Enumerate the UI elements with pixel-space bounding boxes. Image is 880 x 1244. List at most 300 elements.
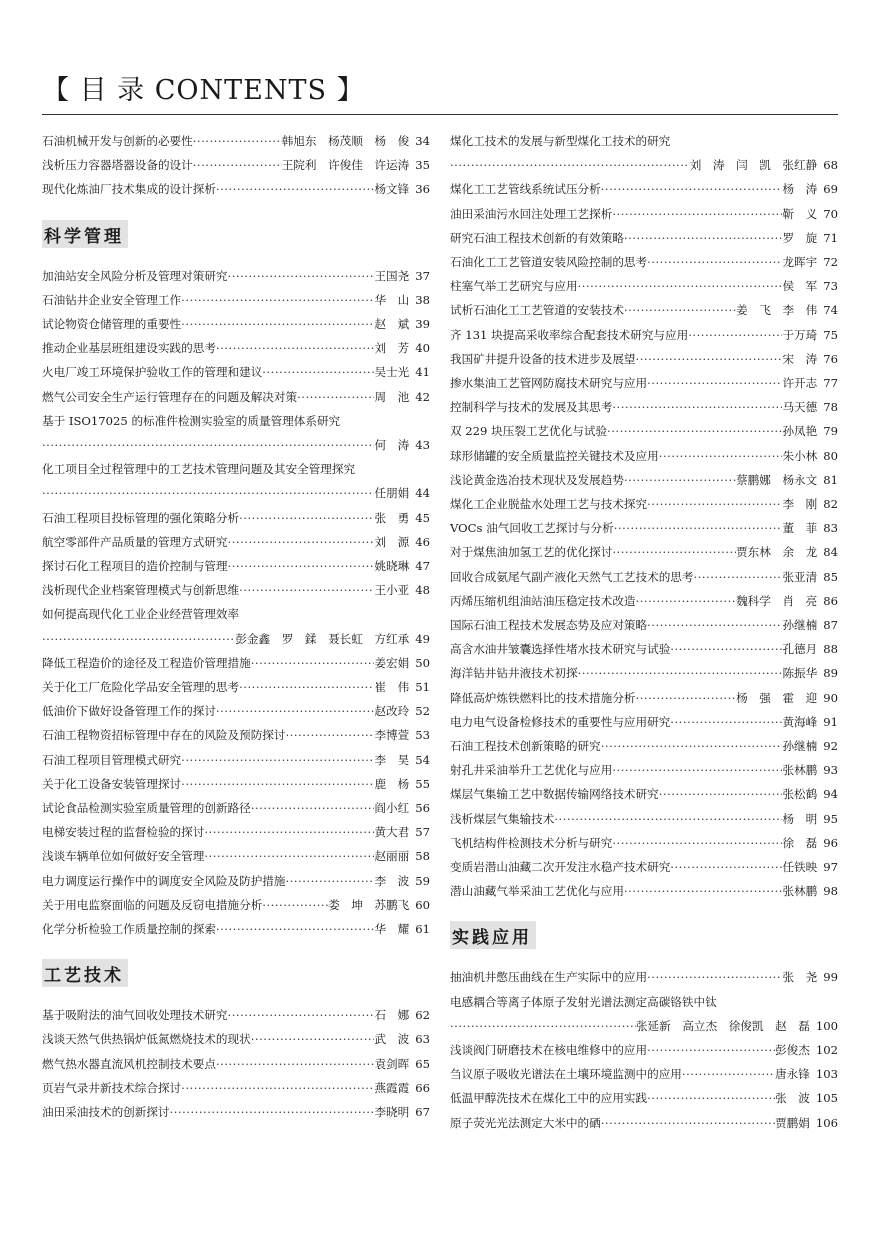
toc-entry — [42, 800, 430, 824]
entry-line — [450, 835, 838, 851]
leader-dots — [181, 1080, 374, 1096]
entry-authors: 董 菲 — [782, 521, 818, 536]
entry-authors: 张亚清 — [782, 569, 818, 584]
entry-page-number: 45 — [415, 510, 430, 525]
toc-entry — [42, 582, 430, 606]
entry-page-number: 92 — [823, 739, 838, 753]
entry-byline — [636, 1018, 838, 1034]
entry-authors: 魏科学 肖 亮 — [736, 593, 818, 608]
entry-authors: 刘 芳 — [374, 341, 410, 356]
entry-authors: 何 涛 — [374, 437, 410, 452]
entry-byline — [374, 1007, 430, 1023]
leader-dots — [647, 1042, 775, 1058]
toc-entry — [42, 340, 430, 364]
leader-dots — [193, 133, 282, 149]
entry-line — [450, 472, 838, 488]
entry-byline — [782, 448, 838, 464]
entry-byline — [374, 582, 430, 598]
entry-page-number: 49 — [415, 631, 430, 646]
entry-title: 降低高炉炼铁燃料比的技术措施分析 — [450, 690, 636, 705]
leader-dots — [601, 181, 783, 197]
entry-title: 石油机械开发与创新的必要性 — [42, 134, 193, 148]
leader-dots — [647, 1090, 775, 1106]
entry-authors: 唐永锋 — [775, 1067, 810, 1082]
entry-authors: 任铁映 — [782, 860, 818, 874]
leader-dots — [682, 1066, 775, 1082]
entry-authors: 杨 明 — [782, 811, 818, 826]
leader-dots — [612, 544, 736, 560]
entry-byline — [374, 485, 430, 501]
entry-title: 低温甲醇洗技术在煤化工中的应用实践 — [450, 1091, 648, 1106]
leader-dots — [239, 510, 374, 526]
entry-line — [450, 351, 838, 367]
toc-entry — [450, 593, 838, 617]
entry-authors: 王国尧 — [374, 268, 410, 283]
leader-dots — [216, 340, 375, 356]
entry-line — [450, 1018, 838, 1034]
entry-title: 电感耦合等离子体原子发射光谱法测定高碳铬铁中钛 — [450, 994, 717, 1009]
entry-page-number: 58 — [415, 849, 430, 864]
entry-line — [42, 1080, 430, 1096]
toc-entry — [450, 690, 838, 714]
toc-entry — [450, 520, 838, 544]
entry-title: 煤化工企业脱盐水处理工艺与技术探究 — [450, 497, 648, 511]
entry-line — [42, 679, 430, 695]
entry-byline — [782, 206, 838, 222]
entry-page-number: 106 — [815, 1115, 838, 1130]
toc-entry — [450, 811, 838, 835]
entry-title: 试论食品检测实验室质量管理的创新路径 — [42, 801, 251, 815]
entry-title: 原子荧光光法测定大米中的硒 — [450, 1115, 601, 1130]
entry-title: 燃气热水器直流风机控制技术要点 — [42, 1056, 216, 1071]
entry-line — [42, 897, 430, 913]
entry-page-number: 94 — [823, 787, 838, 802]
toc-entry — [42, 157, 430, 181]
entry-title: 火电厂竣工环境保护验收工作的管理和建议 — [42, 365, 263, 380]
leader-dots — [170, 1104, 375, 1120]
contents-title: 【 目 录 CONTENTS 】 — [42, 75, 365, 106]
entry-title: 航空零部件产品质量的管理方式研究 — [42, 534, 228, 549]
entry-page-number: 68 — [823, 158, 838, 173]
entry-byline — [374, 703, 430, 719]
entry-line — [42, 268, 430, 284]
entry-line — [42, 800, 430, 816]
entry-byline — [374, 510, 430, 526]
entry-byline — [736, 302, 838, 318]
entry-authors: 华 山 — [374, 292, 410, 307]
entry-byline — [374, 824, 430, 840]
leader-dots — [647, 375, 782, 391]
entry-page-number: 67 — [415, 1105, 430, 1119]
toc-entry — [42, 873, 430, 897]
entry-page-number: 70 — [823, 206, 838, 221]
entry-title: 控制科学与技术的发展及其思考 — [450, 400, 613, 415]
entry-title: 油田采油技术的创新探讨 — [42, 1105, 170, 1119]
leader-dots — [612, 762, 782, 778]
entry-line — [450, 641, 838, 657]
entry-authors: 孙继楠 — [782, 739, 818, 753]
entry-byline — [775, 1115, 838, 1131]
toc-entry — [450, 1066, 838, 1090]
entry-byline — [782, 278, 838, 294]
toc-entry — [42, 897, 430, 921]
leader-dots — [262, 364, 374, 380]
leader-dots — [647, 496, 782, 512]
toc-entry — [450, 1115, 838, 1139]
entry-page-number: 98 — [823, 884, 838, 899]
toc-entry — [42, 679, 430, 703]
toc-entry — [450, 969, 838, 993]
leader-dots — [636, 351, 783, 367]
entry-page-number: 79 — [823, 424, 838, 439]
entry-byline — [374, 921, 430, 937]
entry-authors: 张 尧 — [782, 970, 818, 985]
leader-dots — [297, 389, 374, 405]
entry-title: 变质岩潜山油藏二次开发注水稳产技术研究 — [450, 860, 671, 874]
entry-line — [450, 1115, 838, 1131]
toc-entry — [450, 738, 838, 762]
entry-line — [42, 776, 430, 792]
entry-page-number: 38 — [415, 292, 430, 307]
toc-entry — [42, 558, 430, 582]
entry-page-number: 59 — [415, 873, 430, 888]
entry-page-number: 97 — [823, 860, 838, 874]
entry-line — [42, 389, 430, 405]
entry-authors: 李 昊 — [374, 752, 410, 767]
entry-title: 煤化工技术的发展与新型煤化工技术的研究 — [450, 134, 671, 148]
entry-byline — [374, 679, 430, 695]
leader-dots — [688, 327, 782, 343]
entry-authors: 罗 旋 — [782, 230, 818, 245]
toc-entry — [450, 181, 838, 205]
entry-line — [42, 582, 430, 598]
entry-byline — [374, 848, 430, 864]
entry-line — [42, 655, 430, 671]
entry-authors: 武 波 — [374, 1032, 410, 1047]
entry-title: 射孔井采油举升工艺优化与应用 — [450, 763, 613, 778]
entry-byline — [374, 268, 430, 284]
entry-authors: 袁剑晖 — [374, 1056, 410, 1071]
toc-entry — [42, 510, 430, 534]
toc-entry — [42, 534, 430, 558]
entry-authors: 陈振华 — [782, 666, 818, 681]
entry-authors: 姜 飞 李 伟 — [736, 303, 818, 318]
entry-page-number: 71 — [823, 230, 838, 245]
leader-dots — [228, 534, 375, 550]
entry-page-number: 100 — [815, 1018, 838, 1033]
entry-title: 丙烯压缩机组油站油压稳定技术改造 — [450, 593, 636, 608]
entry-page-number: 46 — [415, 534, 430, 549]
entry-authors: 华 耀 — [374, 922, 410, 936]
toc-entry — [450, 133, 838, 181]
entry-byline — [782, 738, 838, 754]
entry-page-number: 43 — [415, 437, 430, 452]
entry-page-number: 39 — [415, 317, 430, 331]
entry-title: 高含水油井皱囊选择性堵水技术研究与试验 — [450, 642, 671, 657]
entry-authors: 宋 涛 — [782, 351, 818, 366]
toc-entry — [42, 727, 430, 751]
entry-byline — [782, 375, 838, 391]
entry-line — [450, 859, 838, 875]
entry-page-number: 82 — [823, 497, 838, 511]
entry-title: 柱塞气举工艺研究与应用 — [450, 279, 578, 294]
entry-page-number: 51 — [415, 680, 430, 694]
toc-entry — [42, 1007, 430, 1031]
entry-byline — [736, 472, 838, 488]
toc-entry — [42, 848, 430, 872]
entry-title: 基于吸附法的油气回收处理技术研究 — [42, 1008, 228, 1023]
entry-byline — [782, 181, 838, 197]
entry-byline — [782, 859, 838, 875]
entry-byline — [374, 727, 430, 743]
entry-title: 浅论黄金选冶技术现状及发展趋势 — [450, 472, 624, 487]
entry-title: 掺水集油工艺管网防腐技术研究与应用 — [450, 376, 648, 390]
entry-authors: 杨文锋 — [374, 182, 410, 197]
entry-page-number: 83 — [823, 521, 838, 536]
entry-authors: 刘 涛 闫 凯 张红静 — [689, 158, 818, 173]
entry-page-number: 99 — [823, 970, 838, 985]
entry-byline — [782, 883, 838, 899]
entry-byline — [328, 897, 430, 913]
entry-line — [42, 340, 430, 356]
entry-title: 齐 131 块提高采收率综合配套技术研究与应用 — [450, 327, 689, 342]
entry-title: 刍议原子吸收光谱法在土壤环境监测中的应用 — [450, 1067, 682, 1082]
entry-line — [450, 786, 838, 802]
entry-authors: 任朋娟 — [374, 486, 410, 501]
entry-page-number: 61 — [415, 922, 430, 936]
toc-entry — [450, 254, 838, 278]
entry-page-number: 55 — [415, 776, 430, 791]
toc-entry — [42, 1056, 430, 1080]
toc-entry — [450, 544, 838, 568]
toc-entry — [450, 448, 838, 472]
entry-title: 浅析现代企业档案管理模式与创新思维 — [42, 583, 240, 598]
leader-dots — [42, 485, 374, 501]
section-heading: 科学管理 — [42, 220, 128, 248]
entry-title: 石油工程项目管理模式研究 — [42, 752, 182, 767]
entry-title: 石油工程项目投标管理的强化策略分析 — [42, 510, 240, 525]
toc-entry — [42, 316, 430, 340]
entry-title: 海洋钻井钻井液技术初探 — [450, 666, 578, 681]
entry-line — [450, 302, 838, 318]
entry-authors: 李 刚 — [782, 497, 818, 511]
entry-page-number: 53 — [415, 728, 430, 743]
entry-authors: 朱小林 — [782, 448, 818, 463]
entry-authors: 杨 涛 — [782, 182, 818, 197]
entry-byline — [736, 593, 838, 609]
entry-line — [450, 544, 838, 560]
leader-dots — [624, 230, 783, 246]
entry-line — [450, 327, 838, 343]
entry-authors: 徐 磊 — [782, 835, 818, 850]
entry-byline — [775, 1066, 838, 1082]
leader-dots — [42, 437, 374, 453]
entry-page-number: 42 — [415, 389, 430, 404]
entry-line — [450, 520, 838, 536]
entry-page-number: 44 — [415, 486, 430, 501]
toc-entry — [42, 1104, 430, 1128]
entry-authors: 鹿 杨 — [374, 776, 410, 791]
entry-page-number: 62 — [415, 1008, 430, 1023]
entry-title: 煤化工工艺管线系统试压分析 — [450, 182, 601, 197]
toc-entry — [450, 327, 838, 351]
entry-authors: 张林鹏 — [782, 884, 818, 899]
entry-line — [450, 969, 838, 985]
leader-dots — [228, 268, 375, 284]
entry-byline — [282, 133, 430, 149]
leader-dots — [636, 690, 737, 706]
entry-byline — [374, 800, 430, 816]
entry-title: 试论物资仓储管理的重要性 — [42, 317, 182, 331]
leader-dots — [285, 873, 374, 889]
toc-entry — [450, 859, 838, 883]
entry-title: 降低工程造价的途径及工程造价管理措施 — [42, 655, 251, 670]
entry-page-number: 95 — [823, 811, 838, 826]
entry-title: 浅谈阀门研磨技术在核电维修中的应用 — [450, 1043, 648, 1057]
entry-line — [42, 1031, 430, 1047]
entry-page-number: 34 — [415, 134, 430, 148]
entry-authors: 黄海峰 — [782, 714, 818, 729]
entry-line — [450, 206, 838, 222]
entry-title: 基于 ISO17025 的标准件检测实验室的质量管理体系研究 — [42, 413, 341, 428]
entry-authors: 张 勇 — [374, 510, 410, 525]
entry-line — [42, 558, 430, 574]
toc-entry — [42, 364, 430, 388]
toc-entry — [42, 461, 430, 509]
leader-dots — [647, 617, 782, 633]
entry-page-number: 57 — [415, 825, 430, 840]
entry-page-number: 91 — [823, 714, 838, 729]
entry-authors: 蔡鹏娜 杨永文 — [736, 472, 818, 487]
entry-byline — [374, 437, 430, 453]
toc-entry — [42, 703, 430, 727]
leader-dots — [647, 254, 782, 270]
entry-authors: 姚晓琳 — [374, 559, 410, 573]
entry-page-number: 48 — [415, 583, 430, 598]
entry-authors: 李 波 — [374, 873, 410, 888]
leader-dots — [693, 569, 782, 585]
leader-dots — [670, 714, 782, 730]
entry-title: 抽油机井憋压曲线在生产实际中的应用 — [450, 970, 648, 985]
entry-authors: 龙晖宇 — [782, 255, 818, 269]
entry-byline — [736, 690, 838, 706]
entry-authors: 刘 源 — [374, 534, 410, 549]
entry-line — [450, 569, 838, 585]
entry-byline — [782, 617, 838, 633]
entry-line — [450, 230, 838, 246]
leader-dots — [239, 582, 374, 598]
title-rule — [42, 114, 838, 115]
entry-byline — [235, 631, 430, 647]
entry-page-number: 89 — [823, 666, 838, 681]
entry-authors: 姜宏娟 — [374, 655, 410, 670]
entry-byline — [282, 157, 430, 173]
entry-line — [450, 665, 838, 681]
entry-byline — [374, 873, 430, 889]
entry-authors: 阎小红 — [374, 801, 410, 815]
entry-title: 潜山油藏气举采油工艺优化与应用 — [450, 884, 624, 899]
entry-title: 浅谈车辆单位如何做好安全管理 — [42, 849, 205, 864]
entry-title: 电力调度运行操作中的调度安全风险及防护措施 — [42, 873, 286, 888]
entry-authors: 黄大君 — [374, 825, 410, 840]
entry-byline — [374, 655, 430, 671]
entry-title: 我国矿井提升设备的技术进步及展望 — [450, 351, 636, 366]
entry-page-number: 37 — [415, 268, 430, 283]
leader-dots — [251, 1031, 375, 1047]
toc-entry — [450, 641, 838, 665]
toc-entry — [42, 181, 430, 205]
entry-line — [450, 811, 838, 827]
leader-dots — [607, 423, 782, 439]
entry-title: 燃气公司安全生产运行管理存在的问题及解决对策 — [42, 389, 298, 404]
entry-byline — [374, 1104, 430, 1120]
entry-page-number: 52 — [415, 704, 430, 719]
entry-line — [450, 690, 838, 706]
entry-page-number: 86 — [823, 593, 838, 608]
entry-title: 探讨石化工程项目的造价控制与管理 — [42, 559, 228, 573]
entry-byline — [374, 389, 430, 405]
entry-line — [450, 738, 838, 754]
entry-title: 球形储罐的安全质量监控关键技术及应用 — [450, 448, 659, 463]
entry-page-number: 102 — [815, 1043, 838, 1057]
entry-title: 国际石油工程技术发展态势及应对策略 — [450, 618, 648, 632]
entry-authors: 崔 伟 — [374, 680, 410, 694]
entry-title: 推动企业基层班组建设实践的思考 — [42, 341, 216, 356]
entry-line — [42, 157, 430, 173]
leader-dots — [670, 641, 782, 657]
entry-authors: 孙凤艳 — [782, 424, 818, 439]
toc-entry — [450, 786, 838, 810]
leader-dots — [216, 1056, 375, 1072]
entry-page-number: 40 — [415, 341, 430, 356]
entry-page-number: 103 — [815, 1067, 838, 1082]
leader-dots — [239, 679, 374, 695]
entry-byline — [782, 351, 838, 367]
entry-title: 浅析压力容器塔器设备的设计 — [42, 158, 193, 173]
entry-byline — [782, 399, 838, 415]
entry-authors: 娄 坤 苏鹏飞 — [328, 897, 410, 912]
entry-authors: 李晓明 — [374, 1105, 410, 1119]
entry-title: 关于化工设备安装管理探讨 — [42, 776, 182, 791]
entry-page-number: 35 — [415, 158, 430, 173]
entry-page-number: 81 — [823, 472, 838, 487]
entry-byline — [374, 292, 430, 308]
entry-byline — [782, 714, 838, 730]
entry-authors: 孙继楠 — [782, 618, 818, 632]
entry-line — [450, 181, 838, 197]
entry-page-number: 72 — [823, 255, 838, 269]
leader-dots — [612, 835, 782, 851]
entry-title: 试析石油化工工艺管道的安装技术 — [450, 303, 624, 318]
entry-byline — [782, 762, 838, 778]
toc-entry — [450, 835, 838, 859]
toc-entry — [42, 413, 430, 461]
entry-line — [42, 703, 430, 719]
entry-authors: 赵 斌 — [374, 317, 410, 331]
section-heading: 实践应用 — [450, 921, 536, 949]
entry-byline — [374, 340, 430, 356]
entry-authors: 杨 强 霍 迎 — [736, 690, 818, 705]
leader-dots — [612, 399, 782, 415]
entry-byline — [782, 835, 838, 851]
leader-dots — [181, 776, 374, 792]
entry-authors: 靳 义 — [782, 206, 818, 221]
entry-line — [42, 1104, 430, 1120]
entry-title: 电梯安装过程的监督检验的探讨 — [42, 825, 205, 840]
entry-page-number: 76 — [823, 351, 838, 366]
toc-entry — [42, 655, 430, 679]
entry-byline — [775, 1042, 838, 1058]
